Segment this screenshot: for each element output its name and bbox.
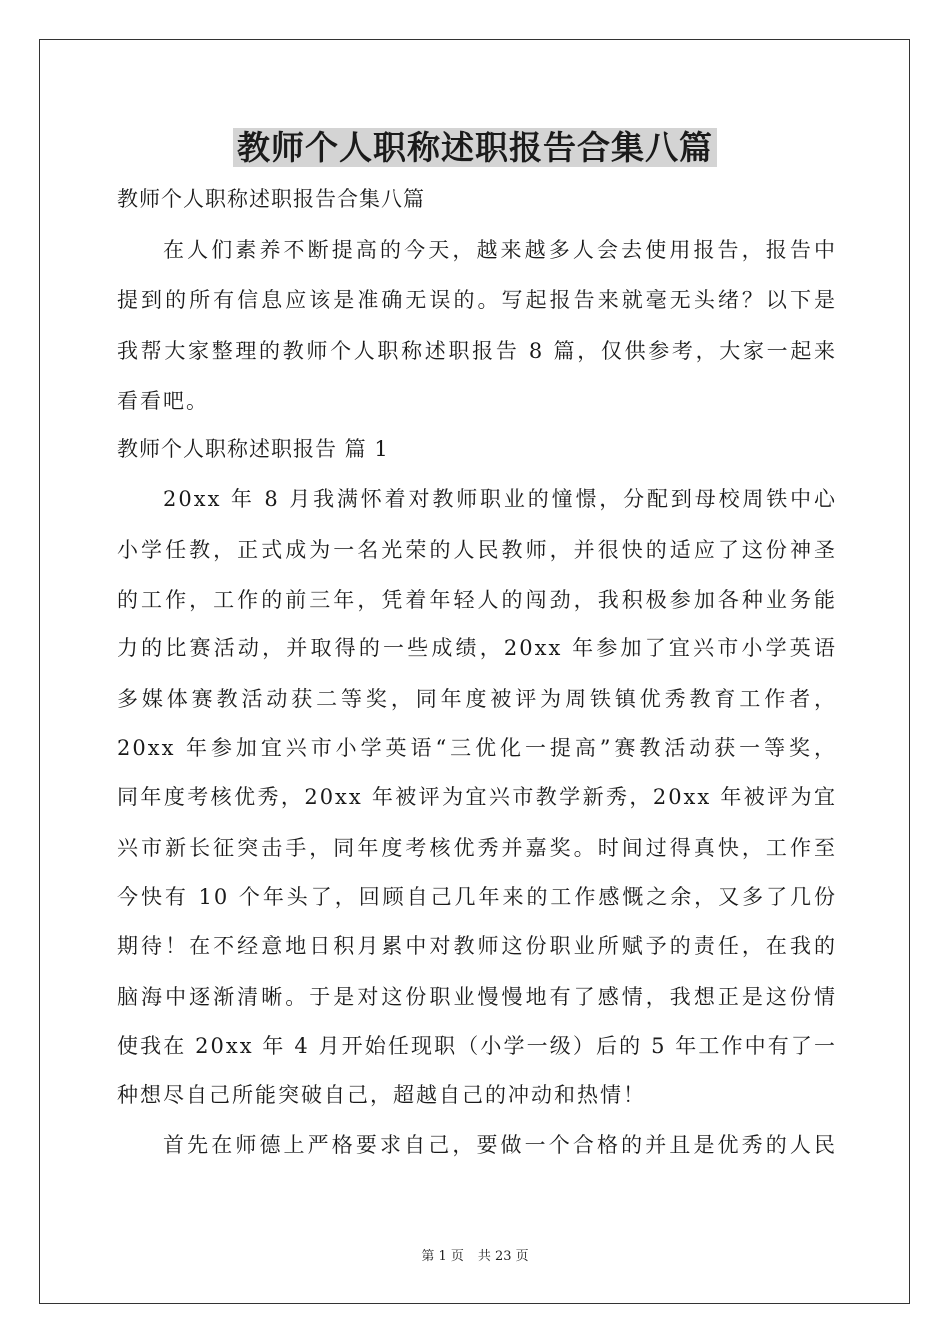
body-line-10: 期待！在不经意地日积月累中对教师这份职业所赋予的责任，在我的 (117, 934, 837, 958)
body-line-11: 脑海中逐渐清晰。于是对这份职业慢慢地有了感情，我想正是这份情 (117, 985, 837, 1009)
page-footer (0, 1248, 950, 1266)
body-line-2: 小学任教，正式成为一名光荣的人民教师，并很快的适应了这份神圣 (117, 538, 837, 562)
body-line-8: 兴市新长征突击手，同年度考核优秀并嘉奖。时间过得真快，工作至 (117, 836, 837, 860)
body-line-7: 同年度考核优秀，20xx 年被评为宜兴市教学新秀，20xx 年被评为宜 (117, 785, 837, 809)
body-line-9: 今快有 10 个年头了，回顾自己几年来的工作感慨之余，又多了几份 (117, 885, 837, 909)
body-line-4: 力的比赛活动，并取得的一些成绩，20xx 年参加了宜兴市小学英语 (117, 636, 837, 660)
body-line-1: 20xx 年 8 月我满怀着对教师职业的憧憬，分配到母校周铁中心 (163, 487, 837, 511)
next-paragraph-line: 首先在师德上严格要求自己，要做一个合格的并且是优秀的人民 (163, 1133, 837, 1157)
document-title (0, 124, 950, 172)
body-line-5: 多媒体赛教活动获二等奖，同年度被评为周铁镇优秀教育工作者， (117, 687, 837, 711)
section-heading: 教师个人职称述职报告 篇 1 (117, 437, 389, 461)
page-number: 第 1 页 (421, 1249, 464, 1264)
body-line-12: 使我在 20xx 年 4 月开始任现职（小学一级）后的 5 年工作中有了一 (117, 1034, 837, 1058)
body-line-13: 种想尽自己所能突破自己，超越自己的冲动和热情！ (117, 1083, 646, 1107)
document-subtitle: 教师个人职称述职报告合集八篇 (117, 187, 425, 211)
document-title-text: 教师个人职称述职报告合集八篇 (233, 128, 717, 167)
intro-line-1: 在人们素养不断提高的今天，越来越多人会去使用报告，报告中 (163, 238, 837, 262)
body-line-6: 20xx 年参加宜兴市小学英语“三优化一提高”赛教活动获一等奖， (117, 736, 837, 760)
intro-line-2: 提到的所有信息应该是准确无误的。写起报告来就毫无头绪？以下是 (117, 288, 837, 312)
body-line-3: 的工作，工作的前三年，凭着年轻人的闯劲，我积极参加各种业务能 (117, 588, 837, 612)
page-border (39, 39, 910, 1304)
intro-line-4: 看看吧。 (117, 389, 209, 413)
page-total: 共 23 页 (477, 1249, 529, 1264)
intro-line-3: 我帮大家整理的教师个人职称述职报告 8 篇，仅供参考，大家一起来 (117, 339, 837, 363)
